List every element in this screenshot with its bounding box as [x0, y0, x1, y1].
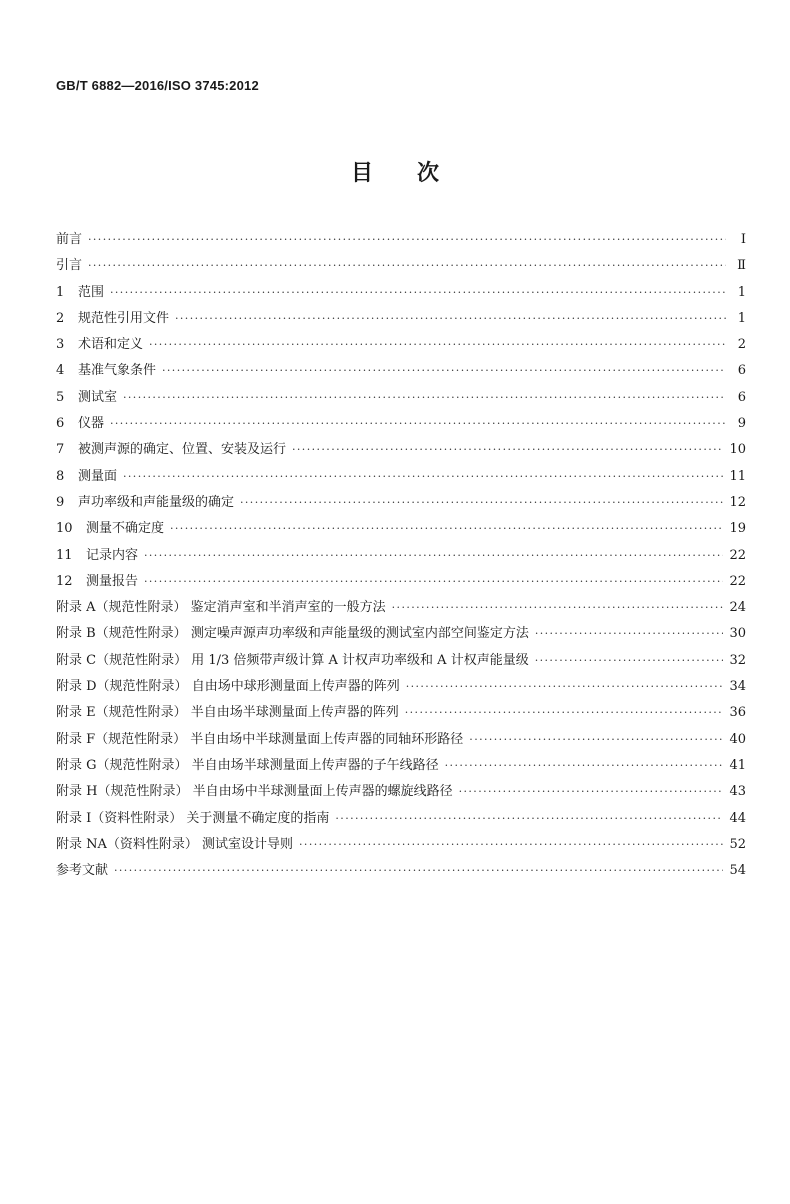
toc-entry-page: 44: [729, 810, 746, 826]
toc-entry-label: 附录 F（规范性附录） 半自由场中半球测量面上传声器的同轴环形路径: [56, 731, 464, 747]
dot-leader: [405, 706, 724, 719]
toc-entry-label: 仪器: [78, 416, 105, 432]
toc-entry-number: 12: [56, 573, 73, 589]
dot-leader: [123, 470, 723, 483]
toc-entry-page: 34: [729, 679, 746, 695]
title-char-1: 目: [350, 161, 373, 186]
toc-entry-label: 记录内容: [86, 547, 139, 563]
toc-entry-page: 24: [729, 600, 746, 616]
toc-entry-number: 9: [56, 494, 65, 510]
toc-entry-label: 附录 C（规范性附录） 用 1/3 倍频带声级计算 A 计权声功率级和 A 计权声能量级: [56, 652, 529, 668]
toc-entry-page: 54: [729, 863, 746, 879]
toc-entry-number: 5: [56, 389, 65, 405]
toc-entry[interactable]: [56, 517, 746, 543]
toc-entry[interactable]: [56, 728, 746, 754]
toc-entry[interactable]: [56, 491, 746, 517]
toc-entry[interactable]: [56, 281, 746, 307]
toc-entry[interactable]: [56, 412, 746, 438]
toc-entry-number: 1: [56, 284, 65, 300]
toc-entry[interactable]: [56, 833, 746, 859]
dot-leader: [335, 812, 723, 825]
dot-leader: [88, 233, 726, 246]
dot-leader: [110, 286, 726, 299]
toc-entry[interactable]: [56, 333, 746, 359]
toc-entry-label: 被测声源的确定、位置、安装及运行: [78, 442, 287, 458]
toc-entry[interactable]: [56, 754, 746, 780]
toc-entry[interactable]: [56, 675, 746, 701]
toc-entry-label: 范围: [78, 284, 105, 300]
toc-entry-label: 引言: [56, 258, 83, 274]
toc-entry-page: 43: [729, 784, 746, 800]
toc-entry-page: 9: [737, 416, 746, 432]
toc-entry-label: 附录 E（规范性附录） 半自由场半球测量面上传声器的阵列: [56, 705, 399, 721]
dot-leader: [149, 338, 726, 351]
toc-entry[interactable]: [56, 807, 746, 833]
toc-entry-label: 术语和定义: [78, 337, 144, 353]
dot-leader: [144, 549, 723, 562]
toc-entry-number: 10: [56, 521, 73, 537]
toc-entry[interactable]: [56, 228, 746, 254]
toc-entry-label: 附录 B（规范性附录） 测定噪声源声功率级和声能量级的测试室内部空间鉴定方法: [56, 626, 529, 642]
toc-entry-page: 1: [737, 284, 746, 300]
toc-entry-page: 40: [729, 731, 746, 747]
dot-leader: [535, 627, 724, 640]
dot-leader: [240, 496, 723, 509]
toc-entry-page: 22: [729, 573, 746, 589]
toc-entry-number: 6: [56, 416, 65, 432]
toc-entry-number: 11: [56, 547, 73, 563]
toc-entry[interactable]: [56, 780, 746, 806]
toc-entry-page: 6: [737, 389, 746, 405]
toc-entry-number: 4: [56, 363, 65, 379]
toc-entry-page: 32: [729, 652, 746, 668]
toc-entry-page: 2: [737, 337, 746, 353]
toc-entry-label: 附录 D（规范性附录） 自由场中球形测量面上传声器的阵列: [56, 679, 400, 695]
toc-entry[interactable]: [56, 701, 746, 727]
dot-leader: [406, 680, 724, 693]
toc-entry-page: 6: [737, 363, 746, 379]
dot-leader: [299, 838, 723, 851]
toc-entry[interactable]: [56, 438, 746, 464]
toc-entry-page: 30: [729, 626, 746, 642]
toc-entry[interactable]: [56, 622, 746, 648]
toc-entry[interactable]: [56, 859, 746, 885]
toc-entry-page: 36: [729, 705, 746, 721]
toc-entry[interactable]: [56, 254, 746, 280]
toc-entry-label: 参考文献: [56, 863, 109, 879]
toc-entry-number: 2: [56, 310, 65, 326]
dot-leader: [114, 864, 723, 877]
dot-leader: [88, 259, 726, 272]
toc-entry-label: 附录 I（资料性附录） 关于测量不确定度的指南: [56, 810, 330, 826]
toc-entry[interactable]: [56, 544, 746, 570]
dot-leader: [392, 601, 724, 614]
toc-entry-page: 22: [729, 547, 746, 563]
toc-entry-label: 附录 G（规范性附录） 半自由场半球测量面上传声器的子午线路径: [56, 757, 439, 773]
toc-entry-page: Ⅰ: [740, 232, 746, 247]
toc-entry-page: Ⅱ: [737, 258, 746, 274]
dot-leader: [170, 522, 723, 535]
dot-leader: [535, 654, 724, 667]
table-of-contents: [56, 228, 746, 885]
toc-entry-label: 附录 H（规范性附录） 半自由场中半球测量面上传声器的螺旋线路径: [56, 784, 453, 800]
dot-leader: [144, 575, 723, 588]
toc-entry-label: 规范性引用文件: [78, 310, 170, 326]
toc-entry[interactable]: [56, 649, 746, 675]
toc-entry-label: 前言: [56, 232, 83, 247]
toc-entry-number: 7: [56, 442, 65, 458]
toc-entry-label: 测量报告: [86, 573, 139, 589]
toc-entry-number: 3: [56, 337, 65, 353]
dot-leader: [123, 391, 726, 404]
toc-entry[interactable]: [56, 596, 746, 622]
toc-entry-page: 10: [729, 442, 746, 458]
dot-leader: [469, 733, 723, 746]
toc-entry[interactable]: [56, 570, 746, 596]
dot-leader: [445, 759, 724, 772]
toc-entry[interactable]: [56, 386, 746, 412]
toc-entry-label: 声功率级和声能量级的确定: [78, 494, 235, 510]
toc-entry-number: 8: [56, 468, 65, 484]
toc-entry-label: 测量不确定度: [86, 521, 165, 537]
toc-entry[interactable]: [56, 465, 746, 491]
dot-leader: [110, 417, 726, 430]
toc-entry-label: 基准气象条件: [78, 363, 157, 379]
dot-leader: [292, 443, 723, 456]
toc-entry-page: 11: [729, 468, 746, 484]
toc-entry[interactable]: [56, 359, 746, 385]
page-title: [0, 156, 790, 187]
standard-number: GB/T 6882—2016/ISO 3745:2012: [56, 78, 259, 93]
toc-entry-label: 测试室: [78, 389, 118, 405]
toc-entry-label: 测量面: [78, 468, 118, 484]
title-char-2: 次: [417, 161, 440, 186]
toc-entry-page: 19: [729, 521, 746, 537]
dot-leader: [162, 364, 726, 377]
toc-entry-label: 附录 NA（资料性附录） 测试室设计导则: [56, 836, 294, 852]
toc-entry-page: 41: [729, 757, 746, 773]
toc-entry-page: 52: [729, 836, 746, 852]
dot-leader: [459, 785, 724, 798]
toc-entry[interactable]: [56, 307, 746, 333]
toc-entry-page: 1: [737, 310, 746, 326]
toc-entry-page: 12: [729, 494, 746, 510]
dot-leader: [175, 312, 726, 325]
toc-entry-label: 附录 A（规范性附录） 鉴定消声室和半消声室的一般方法: [56, 600, 386, 616]
